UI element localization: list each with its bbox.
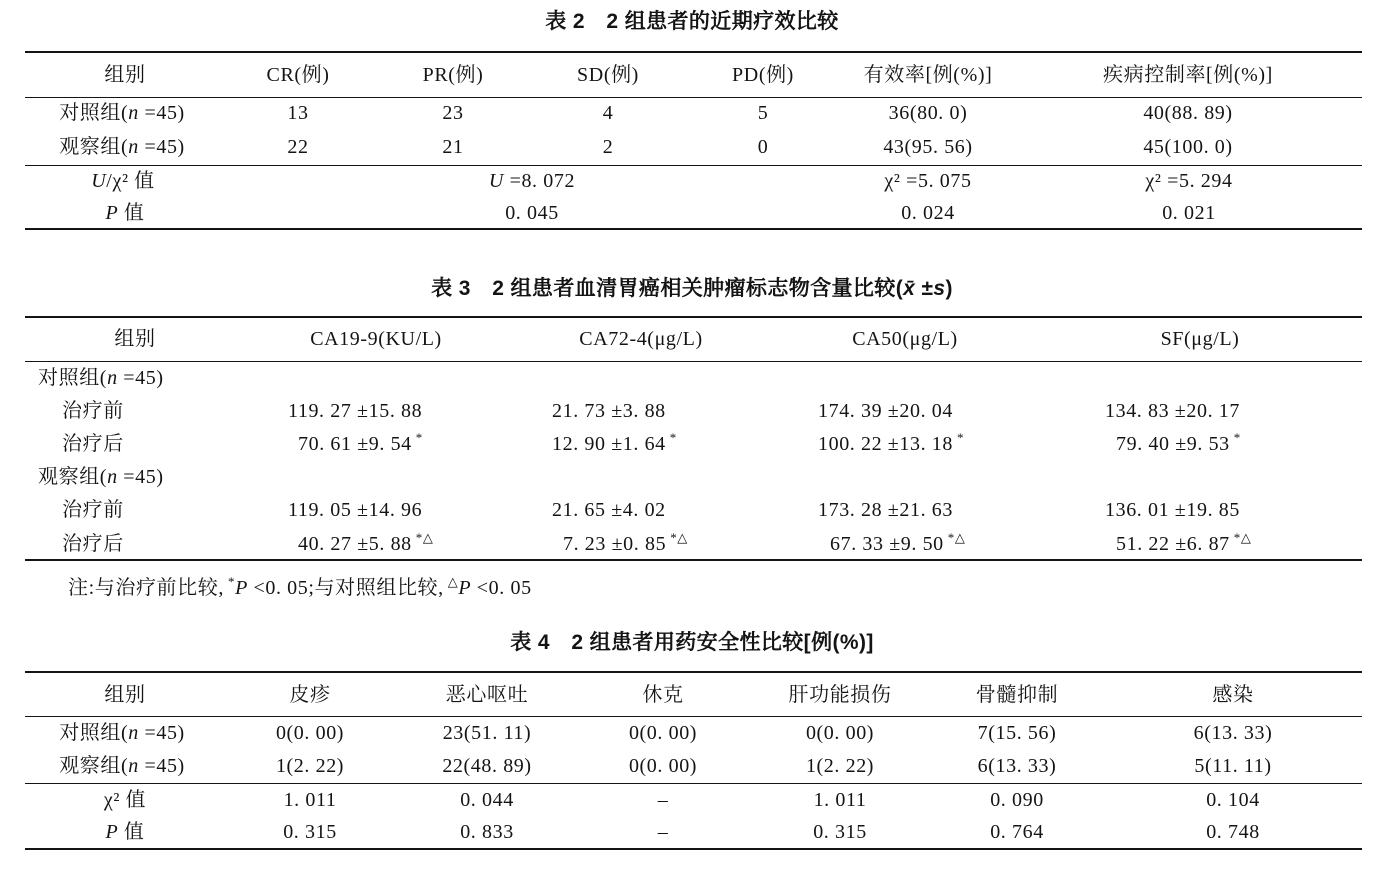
p-symbol: P <box>235 577 248 599</box>
table-4-observation-myelosuppression: 6(13. 33) <box>977 755 1057 777</box>
statistic-label-text: /χ² 值 <box>106 170 155 192</box>
sample-size-symbol: n <box>128 722 139 744</box>
title-close-paren: ) <box>945 277 953 300</box>
table-4-observation-shock: 0(0. 00) <box>628 755 698 777</box>
table-2-header-cr: CR(例) <box>266 64 330 86</box>
group-name: 对照组( <box>59 722 129 744</box>
sample-size-symbol: n <box>128 136 139 158</box>
table-3-observation-before-ca50: 173. 28 ±21. 63 <box>818 499 953 521</box>
sample-size-value: =45) <box>138 136 185 158</box>
table-3-control-before-ca199: 119. 27 ±15. 88 <box>288 400 423 422</box>
table-4-control-group-label <box>59 721 185 745</box>
table-4-header-infection: 感染 <box>1212 684 1254 706</box>
value: 51. 22 ±6. 87 <box>1116 533 1230 555</box>
table-3-header-ca199: CA19-9(KU/L) <box>310 328 442 350</box>
significance-mark: *△ <box>947 530 966 546</box>
u-value: =8. 072 <box>503 170 576 192</box>
table-2-bottom-rule <box>25 228 1362 230</box>
table-2-p-label <box>105 201 144 225</box>
sample-size-value: =45) <box>117 367 164 389</box>
table-4-chi-square-liver-injury: 1. 011 <box>813 789 867 811</box>
table-4-stat-rule <box>25 783 1362 784</box>
table-2-header-rule <box>25 97 1362 98</box>
significance-mark: *△ <box>1233 530 1252 546</box>
table-4-p-label <box>105 820 144 844</box>
value: 40. 27 ±5. 88 <box>298 533 412 555</box>
table-3-header-rule <box>25 361 1362 362</box>
value: 79. 40 ±9. 53 <box>1116 433 1230 455</box>
sample-size-symbol: n <box>107 466 118 488</box>
table-2-u-test-p: 0. 045 <box>505 202 559 224</box>
table-3-control-after-sf <box>1116 432 1241 456</box>
note-text: 注:与治疗前比较, <box>68 577 224 599</box>
p-symbol: P <box>458 577 472 599</box>
table-2-header-group: 组别 <box>104 64 146 86</box>
significance-mark: *△ <box>670 530 688 546</box>
p-symbol: P <box>105 821 119 843</box>
table-2-control-pr: 23 <box>442 102 464 124</box>
table-2-observation-pd: 0 <box>757 136 769 158</box>
table-4-p-infection: 0. 748 <box>1206 821 1260 843</box>
table-4-p-myelosuppression: 0. 764 <box>990 821 1044 843</box>
table-3-observation-after-label: 治疗后 <box>62 533 124 555</box>
significance-mark: *△ <box>415 530 434 546</box>
significance-mark: * <box>669 430 677 446</box>
table-4-observation-group-label <box>59 754 185 778</box>
sample-size-value: =45) <box>117 466 164 488</box>
table-3-header-ca724: CA72-4(μg/L) <box>579 328 703 350</box>
note-text: <0. 05;与对照组比较, <box>247 577 444 599</box>
table-4-chi-square-infection: 0. 104 <box>1206 789 1260 811</box>
plus-minus: ± <box>915 277 934 300</box>
table-4-header-liver-injury: 肝功能损伤 <box>788 684 892 706</box>
table-2-control-disease-control-rate: 40(88. 89) <box>1143 102 1233 124</box>
table-4-observation-rash: 1(2. 22) <box>275 755 345 777</box>
table-4-title: 表 4 2 组患者用药安全性比较[例(%)] <box>510 631 874 654</box>
table-2-effective-rate-p: 0. 024 <box>901 202 955 224</box>
table-2-control-group-label <box>59 101 185 125</box>
table-3-observation-after-ca199 <box>298 532 433 556</box>
significance-mark: * <box>956 430 965 446</box>
table-2-control-pd: 5 <box>757 102 769 124</box>
table-3-title <box>431 277 953 301</box>
table-3-control-before-ca724: 21. 73 ±3. 88 <box>552 400 666 422</box>
table-3-control-after-label: 治疗后 <box>62 433 124 455</box>
group-name: 观察组( <box>38 466 108 488</box>
table-3-observation-before-label: 治疗前 <box>62 499 124 521</box>
table-3-observation-after-ca50 <box>830 532 965 556</box>
table-2-stat-rule <box>25 165 1362 166</box>
table-2-title: 表 2 2 组患者的近期疗效比较 <box>545 10 839 33</box>
triangle-mark: △ <box>447 574 459 590</box>
table-3-observation-group-label <box>38 465 164 489</box>
table-4-control-nausea-vomiting: 23(51. 11) <box>442 722 532 744</box>
table-2-disease-control-chi-square: χ² =5. 294 <box>1145 170 1233 192</box>
table-2-observation-cr: 22 <box>287 136 309 158</box>
p-symbol: P <box>105 202 119 224</box>
table-4-p-nausea-vomiting: 0. 833 <box>460 821 514 843</box>
table-2-header-disease-control-rate: 疾病控制率[例(%)] <box>1103 64 1273 86</box>
table-4-chi-square-myelosuppression: 0. 090 <box>990 789 1044 811</box>
group-name: 观察组( <box>59 136 129 158</box>
table-2-header-effective-rate: 有效率[例(%)] <box>863 64 993 86</box>
table-2-u-test-value <box>489 169 575 193</box>
sample-size-value: =45) <box>138 102 185 124</box>
group-name: 观察组( <box>59 755 129 777</box>
title-text: 表 3 2 组患者血清胃癌相关肿瘤标志物含量比较( <box>431 277 904 300</box>
table-2-observation-sd: 2 <box>602 136 614 158</box>
table-4-chi-square-shock: – <box>657 789 669 811</box>
table-3-observation-before-ca199: 119. 05 ±14. 96 <box>288 499 423 521</box>
u-symbol: U <box>488 170 504 192</box>
table-4-p-liver-injury: 0. 315 <box>813 821 867 843</box>
value: 67. 33 ±9. 50 <box>830 533 944 555</box>
table-4-observation-liver-injury: 1(2. 22) <box>805 755 875 777</box>
table-3-control-group-label <box>38 366 164 390</box>
p-label-text: 值 <box>118 202 145 224</box>
table-4-header-group: 组别 <box>104 684 146 706</box>
table-2-observation-pr: 21 <box>442 136 464 158</box>
table-3-control-after-ca50 <box>818 432 964 456</box>
sd-symbol: s <box>933 277 946 300</box>
table-3-control-after-ca199 <box>298 432 423 456</box>
table-4-p-rash: 0. 315 <box>283 821 337 843</box>
table-2-observation-effective-rate: 43(95. 56) <box>883 136 973 158</box>
table-4-p-shock: – <box>657 821 669 843</box>
table-4-control-shock: 0(0. 00) <box>628 722 698 744</box>
table-2-header-pr: PR(例) <box>422 64 484 86</box>
table-2-top-rule <box>25 51 1362 53</box>
sample-size-value: =45) <box>138 722 185 744</box>
table-4-chi-square-nausea-vomiting: 0. 044 <box>460 789 514 811</box>
value: 100. 22 ±13. 18 <box>818 433 953 455</box>
table-3-control-before-label: 治疗前 <box>62 400 124 422</box>
table-4-header-shock: 休克 <box>642 684 684 706</box>
asterisk-mark: * <box>227 574 236 590</box>
table-2-control-sd: 4 <box>602 102 614 124</box>
table-3-header-sf: SF(μg/L) <box>1160 328 1240 350</box>
note-text: <0. 05 <box>471 577 532 599</box>
table-4-control-liver-injury: 0(0. 00) <box>805 722 875 744</box>
table-2-observation-disease-control-rate: 45(100. 0) <box>1143 136 1233 158</box>
table-2-statistic-label <box>91 169 154 193</box>
table-2-disease-control-p: 0. 021 <box>1162 202 1216 224</box>
table-4-chi-square-label: χ² 值 <box>103 789 147 811</box>
table-2-effective-rate-chi-square: χ² =5. 075 <box>884 170 972 192</box>
table-3-top-rule <box>25 316 1362 318</box>
table-4-header-myelosuppression: 骨髓抑制 <box>975 684 1059 706</box>
table-4-control-infection: 6(13. 33) <box>1193 722 1273 744</box>
table-2-observation-group-label <box>59 135 185 159</box>
table-2-control-effective-rate: 36(80. 0) <box>888 102 968 124</box>
significance-mark: * <box>1233 430 1241 446</box>
u-symbol: U <box>91 170 107 192</box>
table-2-header-pd: PD(例) <box>732 64 794 86</box>
p-label-text: 值 <box>118 821 145 843</box>
value: 12. 90 ±1. 64 <box>552 433 666 455</box>
sample-size-value: =45) <box>138 755 185 777</box>
table-3-control-before-ca50: 174. 39 ±20. 04 <box>818 400 953 422</box>
table-4-top-rule <box>25 671 1362 673</box>
table-3-observation-after-ca724 <box>563 532 688 556</box>
sample-size-symbol: n <box>128 755 139 777</box>
table-3-bottom-rule <box>25 559 1362 561</box>
table-3-header-ca50: CA50(μg/L) <box>852 328 958 350</box>
table-4-control-myelosuppression: 7(15. 56) <box>977 722 1057 744</box>
sample-size-symbol: n <box>107 367 118 389</box>
table-4-observation-infection: 5(11. 11) <box>1194 755 1272 777</box>
table-4-header-nausea-vomiting: 恶心呕吐 <box>445 684 529 706</box>
table-2-header-sd: SD(例) <box>577 64 639 86</box>
sample-size-symbol: n <box>128 102 139 124</box>
group-name: 对照组( <box>38 367 108 389</box>
table-3-note <box>68 576 532 600</box>
table-4-observation-nausea-vomiting: 22(48. 89) <box>442 755 532 777</box>
table-3-control-after-ca724 <box>552 432 677 456</box>
table-3-observation-before-sf: 136. 01 ±19. 85 <box>1105 499 1240 521</box>
table-3-header-group: 组别 <box>114 328 156 350</box>
group-name: 对照组( <box>59 102 129 124</box>
table-3-observation-before-ca724: 21. 65 ±4. 02 <box>552 499 666 521</box>
significance-mark: * <box>415 430 423 446</box>
table-4-chi-square-rash: 1. 011 <box>283 789 337 811</box>
mean-symbol: x̄ <box>903 277 916 300</box>
table-4-control-rash: 0(0. 00) <box>275 722 345 744</box>
table-4-header-rule <box>25 716 1362 717</box>
table-2-control-cr: 13 <box>287 102 309 124</box>
table-4-bottom-rule <box>25 848 1362 850</box>
table-3-control-before-sf: 134. 83 ±20. 17 <box>1105 400 1240 422</box>
table-4-header-rash: 皮疹 <box>289 684 331 706</box>
value: 7. 23 ±0. 85 <box>563 533 667 555</box>
table-3-observation-after-sf <box>1116 532 1251 556</box>
value: 70. 61 ±9. 54 <box>298 433 412 455</box>
